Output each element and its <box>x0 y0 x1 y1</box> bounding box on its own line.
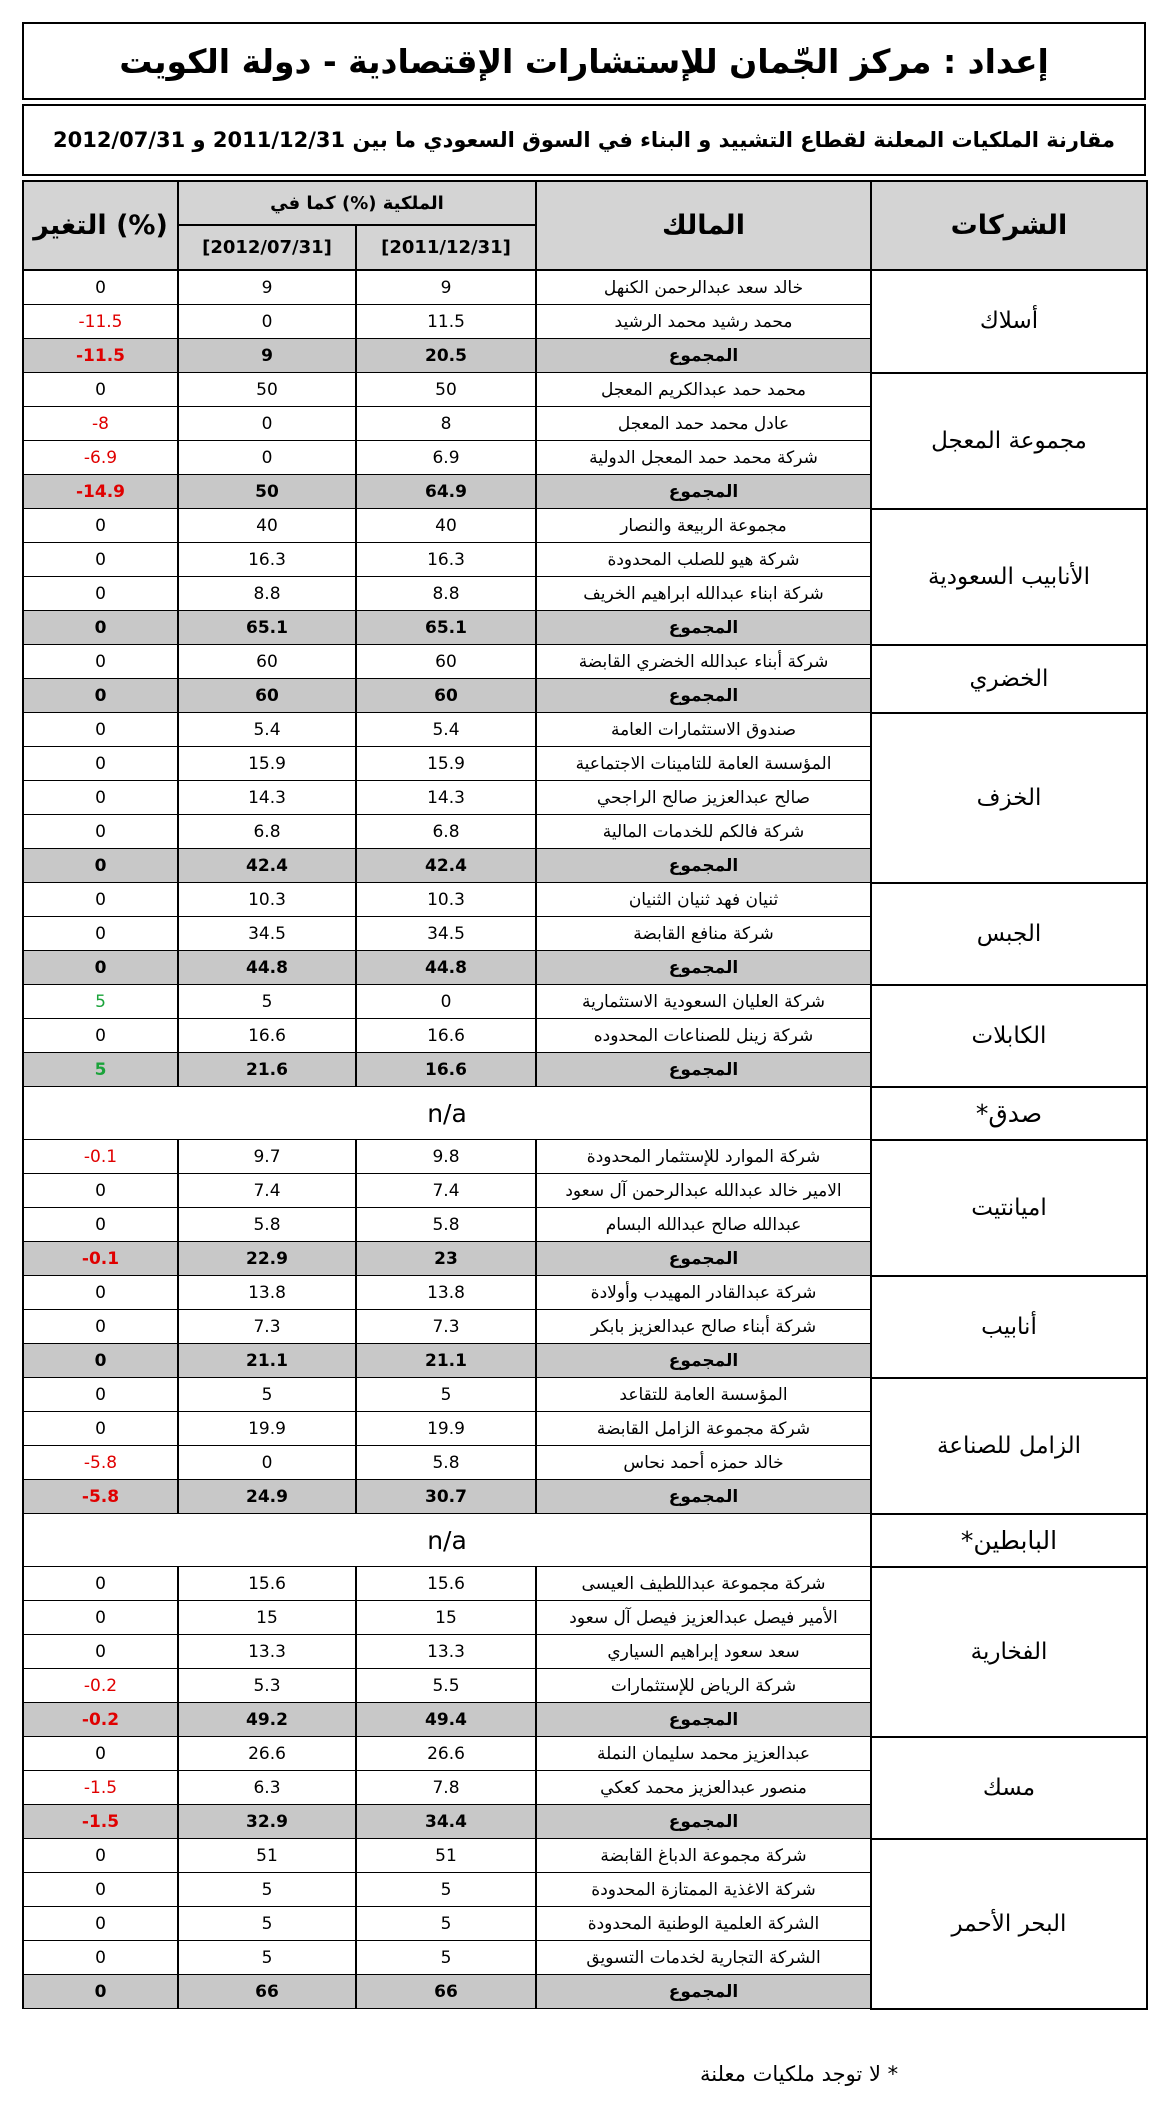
header-ownership: الملكية (%) كما في <box>178 181 536 225</box>
owner-name: شركة هيو للصلب المحدودة <box>536 543 871 577</box>
change-value: 0 <box>23 373 178 407</box>
total-label: المجموع <box>536 951 871 985</box>
ownership-2012: 51 <box>178 1839 356 1873</box>
change-value: 0 <box>23 577 178 611</box>
ownership-2011: 16.6 <box>356 1019 536 1053</box>
table-row-na <box>23 1087 1147 1140</box>
ownership-2012: 7.3 <box>178 1310 356 1344</box>
ownership-2012: 60 <box>178 645 356 679</box>
owner-name: المؤسسة العامة للتامينات الاجتماعية <box>536 747 871 781</box>
change-value: 0 <box>23 1839 178 1873</box>
total-2012: 44.8 <box>178 951 356 985</box>
total-2011: 44.8 <box>356 951 536 985</box>
total-change: -11.5 <box>23 339 178 373</box>
owner-name: المؤسسة العامة للتقاعد <box>536 1378 871 1412</box>
total-change: 0 <box>23 1344 178 1378</box>
ownership-2011: 60 <box>356 645 536 679</box>
table-row <box>23 1276 1147 1310</box>
owner-name: صندوق الاستثمارات العامة <box>536 713 871 747</box>
table-row <box>23 883 1147 917</box>
owner-name: الشركة التجارية لخدمات التسويق <box>536 1941 871 1975</box>
owner-name: شركة العليان السعودية الاستثمارية <box>536 985 871 1019</box>
table-row <box>23 985 1147 1019</box>
ownership-2012: 13.8 <box>178 1276 356 1310</box>
owner-name: صالح عبدالعزيز صالح الراجحي <box>536 781 871 815</box>
ownership-2011: 14.3 <box>356 781 536 815</box>
ownership-2012: 16.3 <box>178 543 356 577</box>
total-label: المجموع <box>536 1344 871 1378</box>
ownership-2012: 50 <box>178 373 356 407</box>
ownership-2011: 19.9 <box>356 1412 536 1446</box>
owner-name: شركة محمد حمد المعجل الدولية <box>536 441 871 475</box>
ownership-2012: 7.4 <box>178 1174 356 1208</box>
ownership-2011: 7.8 <box>356 1771 536 1805</box>
ownership-2011: 9 <box>356 270 536 305</box>
total-change: 0 <box>23 849 178 883</box>
total-change: 5 <box>23 1053 178 1087</box>
owner-name: محمد رشيد محمد الرشيد <box>536 305 871 339</box>
ownership-2011: 5 <box>356 1941 536 1975</box>
company-name: الزامل للصناعة <box>871 1378 1147 1514</box>
ownership-2011: 5.8 <box>356 1208 536 1242</box>
change-value: 0 <box>23 1208 178 1242</box>
owner-name: شركة عبدالقادر المهيدب وأولادة <box>536 1276 871 1310</box>
table-row-na <box>23 1514 1147 1567</box>
header-owner: المالك <box>536 181 871 270</box>
total-2011: 42.4 <box>356 849 536 883</box>
owner-name: محمد حمد عبدالكريم المعجل <box>536 373 871 407</box>
ownership-2012: 19.9 <box>178 1412 356 1446</box>
ownership-2011: 16.3 <box>356 543 536 577</box>
total-2012: 24.9 <box>178 1480 356 1514</box>
ownership-2012: 40 <box>178 509 356 543</box>
change-value: 5 <box>23 985 178 1019</box>
company-name: الخزف <box>871 713 1147 883</box>
ownership-2011: 5.8 <box>356 1446 536 1480</box>
header-companies: الشركات <box>871 181 1147 270</box>
ownership-2012: 0 <box>178 441 356 475</box>
company-name: مجموعة المعجل <box>871 373 1147 509</box>
ownership-2011: 11.5 <box>356 305 536 339</box>
ownership-2011: 6.9 <box>356 441 536 475</box>
company-name: البحر الأحمر <box>871 1839 1147 2009</box>
ownership-2011: 26.6 <box>356 1737 536 1771</box>
change-value: 0 <box>23 509 178 543</box>
owner-name: الشركة العلمية الوطنية المحدودة <box>536 1907 871 1941</box>
change-value: 0 <box>23 917 178 951</box>
ownership-2012: 16.6 <box>178 1019 356 1053</box>
ownership-2011: 15.6 <box>356 1567 536 1601</box>
total-label: المجموع <box>536 1703 871 1737</box>
change-value: -6.9 <box>23 441 178 475</box>
change-value: 0 <box>23 1412 178 1446</box>
ownership-2012: 5 <box>178 1907 356 1941</box>
total-change: 0 <box>23 1975 178 2009</box>
total-change: -5.8 <box>23 1480 178 1514</box>
company-name: مسك <box>871 1737 1147 1839</box>
ownership-2012: 5 <box>178 1873 356 1907</box>
ownership-2011: 40 <box>356 509 536 543</box>
ownership-2011: 15.9 <box>356 747 536 781</box>
total-2012: 21.1 <box>178 1344 356 1378</box>
change-value: 0 <box>23 1174 178 1208</box>
total-2012: 66 <box>178 1975 356 2009</box>
owner-name: شركة مجموعة عبداللطيف العيسى <box>536 1567 871 1601</box>
owner-name: عادل محمد حمد المعجل <box>536 407 871 441</box>
table-row <box>23 373 1147 407</box>
total-change: 0 <box>23 951 178 985</box>
change-value: 0 <box>23 815 178 849</box>
change-value: 0 <box>23 543 178 577</box>
owner-name: شركة الاغذية الممتازة المحدودة <box>536 1873 871 1907</box>
total-label: المجموع <box>536 849 871 883</box>
change-value: 0 <box>23 1310 178 1344</box>
ownership-table <box>22 180 1148 2010</box>
ownership-2011: 51 <box>356 1839 536 1873</box>
company-name: صدق* <box>871 1087 1147 1140</box>
change-value: 0 <box>23 1601 178 1635</box>
total-label: المجموع <box>536 1975 871 2009</box>
owner-name: شركة الموارد للإستثمار المحدودة <box>536 1140 871 1174</box>
total-2012: 9 <box>178 339 356 373</box>
ownership-2011: 8 <box>356 407 536 441</box>
total-2011: 49.4 <box>356 1703 536 1737</box>
ownership-2012: 5.4 <box>178 713 356 747</box>
ownership-2011: 5 <box>356 1873 536 1907</box>
table-row <box>23 1737 1147 1771</box>
ownership-2012: 14.3 <box>178 781 356 815</box>
owner-name: ثنيان فهد ثنيان الثنيان <box>536 883 871 917</box>
owner-name: شركة الرياض للإستثمارات <box>536 1669 871 1703</box>
total-change: -0.1 <box>23 1242 178 1276</box>
total-2011: 16.6 <box>356 1053 536 1087</box>
change-value: 0 <box>23 1907 178 1941</box>
change-value: -5.8 <box>23 1446 178 1480</box>
ownership-2011: 5 <box>356 1378 536 1412</box>
owner-name: شركة أبناء عبدالله الخضري القابضة <box>536 645 871 679</box>
change-value: 0 <box>23 1737 178 1771</box>
total-change: -1.5 <box>23 1805 178 1839</box>
total-label: المجموع <box>536 475 871 509</box>
table-row <box>23 1839 1147 1873</box>
total-label: المجموع <box>536 1480 871 1514</box>
ownership-2012: 26.6 <box>178 1737 356 1771</box>
ownership-2012: 9 <box>178 270 356 305</box>
owner-name: شركة فالكم للخدمات المالية <box>536 815 871 849</box>
table-row <box>23 1567 1147 1601</box>
total-label: المجموع <box>536 1053 871 1087</box>
total-2011: 30.7 <box>356 1480 536 1514</box>
owner-name: شركة ابناء عبدالله ابراهيم الخريف <box>536 577 871 611</box>
total-label: المجموع <box>536 1805 871 1839</box>
change-value: 0 <box>23 1276 178 1310</box>
change-value: 0 <box>23 270 178 305</box>
ownership-2012: 8.8 <box>178 577 356 611</box>
total-2011: 34.4 <box>356 1805 536 1839</box>
change-value: -11.5 <box>23 305 178 339</box>
owner-name: الأمير فيصل عبدالعزيز فيصل آل سعود <box>536 1601 871 1635</box>
owner-name: الامير خالد عبدالله عبدالرحمن آل سعود <box>536 1174 871 1208</box>
owner-name: خالد حمزه أحمد نحاس <box>536 1446 871 1480</box>
owner-name: سعد سعود إبراهيم السياري <box>536 1635 871 1669</box>
total-2011: 20.5 <box>356 339 536 373</box>
change-value: -0.2 <box>23 1669 178 1703</box>
ownership-2011: 8.8 <box>356 577 536 611</box>
ownership-2011: 7.3 <box>356 1310 536 1344</box>
ownership-2011: 9.8 <box>356 1140 536 1174</box>
owner-name: منصور عبدالعزيز محمد كعكي <box>536 1771 871 1805</box>
change-value: 0 <box>23 1635 178 1669</box>
change-value: 0 <box>23 1567 178 1601</box>
owner-name: عبدالعزيز محمد سليمان النملة <box>536 1737 871 1771</box>
ownership-2011: 50 <box>356 373 536 407</box>
ownership-2012: 0 <box>178 1446 356 1480</box>
change-value: -1.5 <box>23 1771 178 1805</box>
total-label: المجموع <box>536 1242 871 1276</box>
owner-name: شركة زينل للصناعات المحدوده <box>536 1019 871 1053</box>
footnote: * لا توجد ملكيات معلنة <box>700 2062 899 2086</box>
total-2012: 22.9 <box>178 1242 356 1276</box>
owner-name: شركة أبناء صالح عبدالعزيز بابكر <box>536 1310 871 1344</box>
change-value: 0 <box>23 1941 178 1975</box>
company-name: الجبس <box>871 883 1147 985</box>
total-change: 0 <box>23 611 178 645</box>
ownership-2011: 5.4 <box>356 713 536 747</box>
total-label: المجموع <box>536 611 871 645</box>
table-row <box>23 1378 1147 1412</box>
total-2011: 21.1 <box>356 1344 536 1378</box>
ownership-2012: 6.8 <box>178 815 356 849</box>
company-name: أسلاك <box>871 270 1147 373</box>
ownership-2012: 9.7 <box>178 1140 356 1174</box>
ownership-2012: 5 <box>178 1941 356 1975</box>
table-row <box>23 1140 1147 1174</box>
ownership-2011: 5 <box>356 1907 536 1941</box>
company-name: الكابلات <box>871 985 1147 1087</box>
change-value: -8 <box>23 407 178 441</box>
ownership-2012: 15.9 <box>178 747 356 781</box>
total-2011: 64.9 <box>356 475 536 509</box>
table-row <box>23 509 1147 543</box>
ownership-2012: 15.6 <box>178 1567 356 1601</box>
header-change: التغير (%) <box>23 181 178 270</box>
total-2012: 50 <box>178 475 356 509</box>
total-2012: 49.2 <box>178 1703 356 1737</box>
total-2011: 60 <box>356 679 536 713</box>
owner-name: شركة مجموعة الزامل القابضة <box>536 1412 871 1446</box>
ownership-2012: 34.5 <box>178 917 356 951</box>
ownership-2011: 13.8 <box>356 1276 536 1310</box>
company-name: الأنابيب السعودية <box>871 509 1147 645</box>
total-change: -0.2 <box>23 1703 178 1737</box>
ownership-2011: 5.5 <box>356 1669 536 1703</box>
change-value: 0 <box>23 1873 178 1907</box>
ownership-2012: 5 <box>178 985 356 1019</box>
ownership-2011: 10.3 <box>356 883 536 917</box>
change-value: 0 <box>23 713 178 747</box>
total-2011: 66 <box>356 1975 536 2009</box>
ownership-2012: 6.3 <box>178 1771 356 1805</box>
change-value: 0 <box>23 883 178 917</box>
total-label: المجموع <box>536 339 871 373</box>
total-2012: 21.6 <box>178 1053 356 1087</box>
na-cell: n/a <box>23 1087 871 1140</box>
company-name: اميانتيت <box>871 1140 1147 1276</box>
change-value: 0 <box>23 1019 178 1053</box>
total-2011: 65.1 <box>356 611 536 645</box>
total-2011: 23 <box>356 1242 536 1276</box>
owner-name: مجموعة الربيعة والنصار <box>536 509 871 543</box>
ownership-2012: 0 <box>178 305 356 339</box>
change-value: 0 <box>23 645 178 679</box>
table-body <box>23 270 1147 2009</box>
total-change: -14.9 <box>23 475 178 509</box>
company-name: الخضري <box>871 645 1147 713</box>
total-change: 0 <box>23 679 178 713</box>
header-date-2012: [2012/07/31] <box>178 225 356 270</box>
company-name: الفخارية <box>871 1567 1147 1737</box>
owner-name: شركة مجموعة الدباغ القابضة <box>536 1839 871 1873</box>
ownership-2011: 13.3 <box>356 1635 536 1669</box>
total-2012: 42.4 <box>178 849 356 883</box>
change-value: 0 <box>23 1378 178 1412</box>
total-label: المجموع <box>536 679 871 713</box>
ownership-2011: 7.4 <box>356 1174 536 1208</box>
table-row <box>23 270 1147 305</box>
total-2012: 65.1 <box>178 611 356 645</box>
ownership-2012: 15 <box>178 1601 356 1635</box>
ownership-2012: 5 <box>178 1378 356 1412</box>
change-value: -0.1 <box>23 1140 178 1174</box>
total-2012: 60 <box>178 679 356 713</box>
company-name: أنابيب <box>871 1276 1147 1378</box>
owner-name: شركة منافع القابضة <box>536 917 871 951</box>
ownership-2011: 0 <box>356 985 536 1019</box>
owner-name: عبدالله صالح عبدالله البسام <box>536 1208 871 1242</box>
company-name: البابطين* <box>871 1514 1147 1567</box>
owner-name: خالد سعد عبدالرحمن الكنهل <box>536 270 871 305</box>
table-row <box>23 645 1147 679</box>
total-2012: 32.9 <box>178 1805 356 1839</box>
ownership-2012: 5.8 <box>178 1208 356 1242</box>
na-cell: n/a <box>23 1514 871 1567</box>
ownership-2012: 13.3 <box>178 1635 356 1669</box>
ownership-2012: 0 <box>178 407 356 441</box>
ownership-2012: 5.3 <box>178 1669 356 1703</box>
page-subtitle: مقارنة الملكيات المعلنة لقطاع التشييد و البناء في السوق السعودي ما بين 2011/12/31 و 2012/07/31 <box>22 104 1146 176</box>
ownership-2011: 34.5 <box>356 917 536 951</box>
change-value: 0 <box>23 781 178 815</box>
ownership-2011: 6.8 <box>356 815 536 849</box>
ownership-2011: 15 <box>356 1601 536 1635</box>
table-row <box>23 713 1147 747</box>
ownership-2012: 10.3 <box>178 883 356 917</box>
page-title: إعداد : مركز الجّمان للإستشارات الإقتصادية - دولة الكويت <box>22 22 1146 100</box>
change-value: 0 <box>23 747 178 781</box>
header-date-2011: [2011/12/31] <box>356 225 536 270</box>
